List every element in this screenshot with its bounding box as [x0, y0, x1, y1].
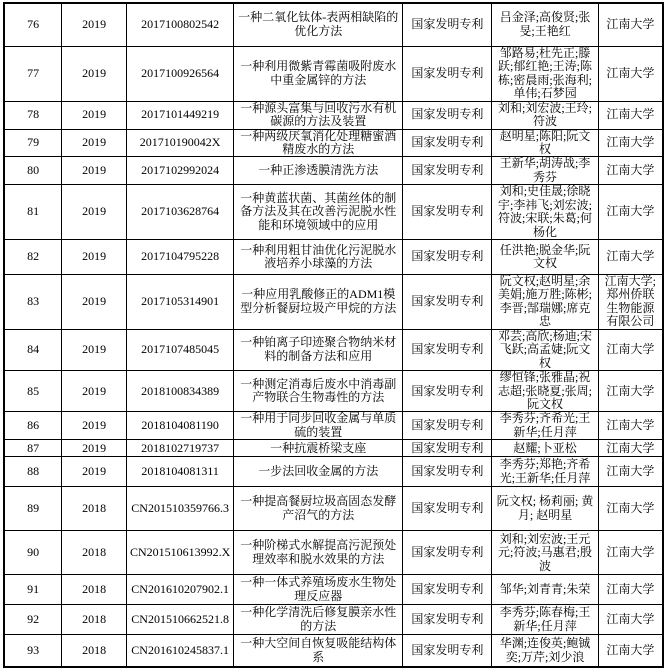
cell-patent-type: 国家发明专利 [403, 487, 492, 531]
cell-patent-title: 一种两级厌氧消化处理糖蜜酒精废水的方法 [234, 129, 403, 157]
table-row [4, 46, 663, 101]
cell-patent-title: 一种利用微紫青霉菌吸附废水中重金属锌的方法 [234, 46, 403, 101]
cell-inventors: 王新华;胡涛战;李秀芬 [492, 157, 598, 185]
table-row [4, 101, 663, 129]
cell-patent-title: 一步法回收金属的方法 [234, 457, 403, 487]
cell-affiliation: 江南大学 [598, 371, 663, 412]
cell-patent-number: 2018100834389 [126, 371, 233, 412]
cell-patent-type: 国家发明专利 [403, 240, 492, 275]
table-row [4, 3, 663, 46]
table-row [4, 575, 663, 605]
cell-patent-number: CN201610245837.1 [126, 635, 233, 667]
cell-affiliation: 江南大学 [598, 575, 663, 605]
cell-affiliation: 江南大学 [598, 487, 663, 531]
cell-patent-type: 国家发明专利 [403, 3, 492, 46]
cell-row-number: 82 [4, 240, 62, 275]
cell-row-number: 91 [4, 575, 62, 605]
cell-year: 2019 [62, 3, 127, 46]
cell-patent-type: 国家发明专利 [403, 635, 492, 667]
cell-patent-type: 国家发明专利 [403, 605, 492, 635]
cell-row-number: 88 [4, 457, 62, 487]
cell-affiliation: 江南大学 [598, 101, 663, 129]
cell-patent-title: 一种阶梯式水解提高污泥预处理效率和脱水效果的方法 [234, 531, 403, 575]
cell-year: 2019 [62, 371, 127, 412]
cell-affiliation: 江南大学 [598, 412, 663, 440]
cell-inventors: 赵耀;卜亚松 [492, 440, 598, 457]
cell-inventors: 华渊;连俊英;鲍铖奕;万芹;刘少浪 [492, 635, 598, 667]
cell-patent-type: 国家发明专利 [403, 101, 492, 129]
cell-patent-type: 国家发明专利 [403, 440, 492, 457]
cell-patent-title: 一种应用乳酸修正的ADM1模型分析餐厨垃圾产甲烷的方法 [234, 275, 403, 330]
cell-patent-title: 一种铂离子印迹聚合物纳米材料的制备方法和应用 [234, 329, 403, 370]
cell-row-number: 77 [4, 46, 62, 101]
cell-inventors: 缪恒锋;张雅晶;祝志超;张晓夏;张周;阮文权 [492, 371, 598, 412]
table-row [4, 240, 663, 275]
table-row [4, 487, 663, 531]
table-row [4, 157, 663, 185]
cell-inventors: 李秀芬;陈春梅;王新华;任月萍 [492, 605, 598, 635]
cell-affiliation: 江南大学 [598, 635, 663, 667]
cell-patent-number: CN201510359766.3 [126, 487, 233, 531]
cell-year: 2019 [62, 129, 127, 157]
cell-year: 2019 [62, 457, 127, 487]
cell-row-number: 87 [4, 440, 62, 457]
cell-inventors: 阮文权;赵明星;余美娟;施万胜;陈彬;李晋;郜瑞娜;席克忠 [492, 275, 598, 330]
cell-patent-title: 一种利用粗甘油优化污泥脱水液培养小球藻的方法 [234, 240, 403, 275]
cell-patent-title: 一种用于同步回收金属与单质硫的装置 [234, 412, 403, 440]
cell-patent-type: 国家发明专利 [403, 531, 492, 575]
cell-row-number: 84 [4, 329, 62, 370]
cell-inventors: 任洪艳;脱金华;阮文权 [492, 240, 598, 275]
table-row [4, 531, 663, 575]
table-row [4, 275, 663, 330]
cell-patent-title: 一种一体式养殖场废水生物处理反应器 [234, 575, 403, 605]
table-row [4, 412, 663, 440]
cell-patent-title: 一种源头富集与回收污水有机碳源的方法及装置 [234, 101, 403, 129]
cell-patent-number: 2017104795228 [126, 240, 233, 275]
cell-year: 2019 [62, 329, 127, 370]
table-row [4, 371, 663, 412]
cell-inventors: 刘和;刘宏波;王元元;符波;马惠君;殷波 [492, 531, 598, 575]
cell-year: 2019 [62, 240, 127, 275]
cell-row-number: 83 [4, 275, 62, 330]
cell-row-number: 93 [4, 635, 62, 667]
cell-affiliation: 江南大学;郑州侨联生物能源有限公司 [598, 275, 663, 330]
cell-inventors: 吕金泽;高俊贤;张旻;王艳红 [492, 3, 598, 46]
cell-year: 2018 [62, 575, 127, 605]
cell-patent-title: 一种测定消毒后废水中消毒副产物联合生物毒性的方法 [234, 371, 403, 412]
cell-row-number: 86 [4, 412, 62, 440]
cell-patent-number: CN201610207902.1 [126, 575, 233, 605]
cell-inventors: 李秀芬;齐希光;王新华;任月萍 [492, 412, 598, 440]
cell-row-number: 89 [4, 487, 62, 531]
cell-row-number: 90 [4, 531, 62, 575]
cell-patent-type: 国家发明专利 [403, 575, 492, 605]
cell-affiliation: 江南大学 [598, 605, 663, 635]
cell-patent-title: 一种提高餐厨垃圾高固态发酵产沼气的方法 [234, 487, 403, 531]
patent-table [3, 2, 664, 668]
cell-patent-number: 2017107485045 [126, 329, 233, 370]
cell-affiliation: 江南大学 [598, 240, 663, 275]
cell-affiliation: 江南大学 [598, 185, 663, 240]
cell-year: 2019 [62, 157, 127, 185]
cell-patent-title: 一种化学清洗后修复膜亲水性的方法 [234, 605, 403, 635]
table-row [4, 185, 663, 240]
cell-year: 2019 [62, 185, 127, 240]
cell-row-number: 85 [4, 371, 62, 412]
cell-affiliation: 江南大学 [598, 440, 663, 457]
cell-patent-type: 国家发明专利 [403, 46, 492, 101]
table-row [4, 457, 663, 487]
cell-year: 2018 [62, 487, 127, 531]
cell-inventors: 邹华;刘青青;朱荣 [492, 575, 598, 605]
table-row [4, 329, 663, 370]
cell-patent-number: 2017100926564 [126, 46, 233, 101]
cell-patent-title: 一种抗震桥梁支座 [234, 440, 403, 457]
cell-row-number: 79 [4, 129, 62, 157]
cell-year: 2018 [62, 635, 127, 667]
cell-patent-number: 201710190042X [126, 129, 233, 157]
cell-patent-type: 国家发明专利 [403, 371, 492, 412]
cell-affiliation: 江南大学 [598, 531, 663, 575]
cell-patent-number: 2017103628764 [126, 185, 233, 240]
cell-year: 2019 [62, 275, 127, 330]
table-row [4, 605, 663, 635]
cell-patent-type: 国家发明专利 [403, 185, 492, 240]
cell-patent-type: 国家发明专利 [403, 129, 492, 157]
cell-patent-title: 一种二氧化钛体-表两相缺陷的优化方法 [234, 3, 403, 46]
cell-row-number: 80 [4, 157, 62, 185]
cell-row-number: 81 [4, 185, 62, 240]
cell-row-number: 78 [4, 101, 62, 129]
cell-patent-number: 2018104081311 [126, 457, 233, 487]
cell-patent-title: 一种黄蓝状菌、其菌丝体的制备方法及其在改善污泥脱水性能和环境领域中的应用 [234, 185, 403, 240]
patent-table-body [4, 3, 663, 667]
cell-patent-title: 一种大空间自恢复吸能结构体系 [234, 635, 403, 667]
cell-inventors: 阮文权; 杨莉丽; 黄月; 赵明星 [492, 487, 598, 531]
cell-patent-title: 一种正渗透膜清洗方法 [234, 157, 403, 185]
cell-inventors: 刘和;史佳晟;徐晓宇;李祎飞;刘宏波;符波;宋联;朱葛;何杨化 [492, 185, 598, 240]
cell-patent-number: 2018104081190 [126, 412, 233, 440]
cell-inventors: 李秀芬;郑艳;齐希光;王新华;任月萍 [492, 457, 598, 487]
cell-affiliation: 江南大学 [598, 157, 663, 185]
table-row [4, 129, 663, 157]
table-row [4, 635, 663, 667]
cell-patent-number: 2017102992024 [126, 157, 233, 185]
cell-inventors: 赵明星;陈阳;阮文权 [492, 129, 598, 157]
cell-year: 2018 [62, 605, 127, 635]
cell-patent-type: 国家发明专利 [403, 329, 492, 370]
cell-patent-type: 国家发明专利 [403, 157, 492, 185]
cell-year: 2019 [62, 101, 127, 129]
cell-inventors: 邹路易;杜先正;滕跃;郁红艳;王涛;陈栋;密晨雨;张海利;单伟;石梦园 [492, 46, 598, 101]
cell-affiliation: 江南大学 [598, 329, 663, 370]
cell-patent-type: 国家发明专利 [403, 457, 492, 487]
cell-patent-number: 2017100802542 [126, 3, 233, 46]
cell-affiliation: 江南大学 [598, 129, 663, 157]
cell-patent-number: 2017101449219 [126, 101, 233, 129]
cell-affiliation: 江南大学 [598, 457, 663, 487]
cell-affiliation: 江南大学 [598, 46, 663, 101]
cell-patent-number: 2018102719737 [126, 440, 233, 457]
cell-year: 2019 [62, 412, 127, 440]
cell-inventors: 刘和;刘宏波;王玲;符波 [492, 101, 598, 129]
document-page [0, 2, 667, 664]
cell-patent-number: CN201510662521.8 [126, 605, 233, 635]
cell-year: 2018 [62, 531, 127, 575]
cell-year: 2019 [62, 440, 127, 457]
cell-patent-number: CN201510613992.X [126, 531, 233, 575]
cell-affiliation: 江南大学 [598, 3, 663, 46]
cell-row-number: 92 [4, 605, 62, 635]
cell-patent-type: 国家发明专利 [403, 412, 492, 440]
cell-patent-number: 2017105314901 [126, 275, 233, 330]
cell-row-number: 76 [4, 3, 62, 46]
table-row [4, 440, 663, 457]
cell-patent-type: 国家发明专利 [403, 275, 492, 330]
cell-inventors: 邓芸;高欣;杨迪;宋飞跃;高孟婕;阮文权 [492, 329, 598, 370]
cell-year: 2019 [62, 46, 127, 101]
